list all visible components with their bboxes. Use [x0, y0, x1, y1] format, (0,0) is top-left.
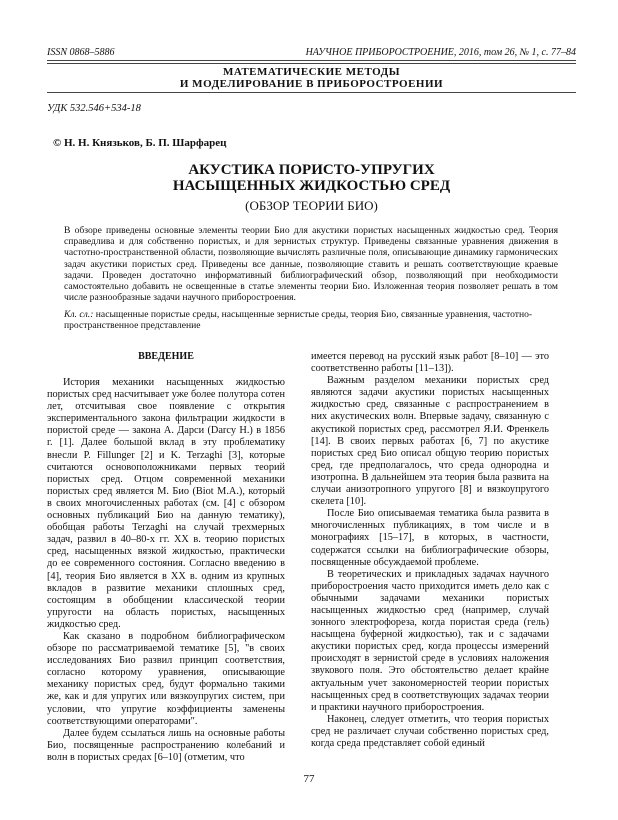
right-column: [311, 351, 549, 750]
article-subtitle: (ОБЗОР ТЕОРИИ БИО): [245, 198, 378, 213]
section-heading: [47, 66, 576, 90]
header-rule-bottom: [47, 63, 576, 64]
section-line-1: МАТЕМАТИЧЕСКИЕ МЕТОДЫ: [222, 66, 401, 78]
paragraph: Наконец, следует отметить, что теория пористых сред не различает случаи собственно пористых сред, когда среда представляет собой единый: [311, 713, 549, 749]
article-title: [47, 162, 576, 194]
page-number: 77: [303, 773, 315, 785]
paragraph: В теоретических и прикладных задачах научного приборостроения часто приходится иметь дело как с обычными задачами механики пористых насыщенных жидкостью сред (например, случай зонного электрофореза, когда пористая среда (гель) насыщена буферной жидкостью), так и с задачами акустики пористых сред, когда процессы измерений происходят в зернистой среде в условиях наложения звукового поля. Это обстоятельство делает крайне актуальным учет закономерностей теории пористых насыщенных сред в соответствующих задачах теории и практики научного приборостроения.: [311, 568, 549, 713]
paragraph: Как сказано в подробном библиографическом обзоре по рассматриваемой тематике [5], "в своих исследованиях Био развил принцип соответствия, согласно которому уравнения, описывающие механику пористых сред, будут формально такими же, как и для упругих или вязкоупругих систем, при условии, что упругие коэффициенты заменены соответствующими операторами".: [47, 630, 285, 727]
paragraph: Далее будем ссылаться лишь на основные работы Био, посвященные распространению колебаний и волн в пористых средах [6–10] (отметим, что: [47, 727, 285, 763]
keywords-text: насыщенные пористые среды, насыщенные зернистые среды, теория Био, связанные уравнения, частотно-пространственное представление: [64, 309, 533, 332]
header-rule-top: [47, 60, 576, 61]
left-column: [47, 377, 285, 764]
abstract: В обзоре приведены основные элементы теории Био для акустики пористых насыщенных жидкостью сред. Теория справедлива и для собственно пористых, и для зернистых структур. Приведены связанные уравнения движения в частотно-пространственной области, позволяющие вычислять различные поля, описывающие динамику гармонических задач акустики пористых сред. Приведены все данные, позволяющие ставить и решать соответствующие краевые задачи. Проведен достаточно информативный библиографический обзор, позволяющий при необходимости самостоятельно добавить не освещенные в статье элементы теории Био. Изложенная теория позволяет решать в том числе разнообразные задачи научного приборостроения.: [64, 225, 558, 304]
paragraph-continuation: имеется перевод на русский язык работ [8–10] — это соответственно работы [11–13]).: [311, 351, 549, 375]
paragraph: Важным разделом механики пористых сред являются задачи акустики пористых насыщенных жидкостью сред, связанные с распространением в них акустических волн. Впервые задачу, связанную с акустикой пористых сред, рассмотрел Я.И. Френкель [14]. В своих первых работах [6, 7] по акустике пористых сред Био описал общую теорию пористых сред, где предполагалось, что среда однородна и изотропна. В дальнейшем эта теория была развита на случаи анизотропного упругого [8] и вязкоупругого скелета [10].: [311, 375, 549, 508]
title-line-1: АКУСТИКА ПОРИСТО-УПРУГИХ: [188, 162, 435, 178]
section-rule: [47, 92, 576, 93]
section-line-2: И МОДЕЛИРОВАНИЕ В ПРИБОРОСТРОЕНИИ: [179, 78, 444, 90]
paragraph: История механики насыщенных жидкостью пористых сред насчитывает уже более полутора сотен лет, отсчитывая свое появление с открытия экспериментального закона фильтрации жидкости в пористой среде — закона А. Дарси (Darcy H.) в 1856 г. [1]. Далее большой вклад в эту проблематику внесли P. Fillunger [2] и K. Terzaghi [3], которые считаются основоположниками первых теорий пористых сред. Отцом современной механики пористых сред является М. Био (Biot M.A.), который в своих многочисленных работах (см. [4] с обзором основных публикаций Био на данную тематику), обобщая работы Terzaghi на случай трехмерных задач, развил в 40–80-х гг. XX в. теорию пористых сред, насыщенных вязкой жидкостью, практически до ее современного состояния. Согласно введению в [4], теория Био является в XX в. одним из крупных вкладов в развитие механики сплошных сред, состоящим в обобщении классической теории упругости на область пористых, насыщенных жидкостью сред.: [47, 377, 285, 630]
keywords-label: Кл. сл.:: [64, 309, 94, 320]
issn: ISSN 0868–5886: [47, 47, 115, 58]
journal-reference: НАУЧНОЕ ПРИБОРОСТРОЕНИЕ, 2016, том 26, № 1, c. 77–84: [305, 47, 576, 58]
udk-code: УДК 532.546+534-18: [47, 103, 141, 114]
paragraph: После Био описываемая тематика была развита в многочисленных публикациях, в том числе и в монографиях [15–17], в которых, в частности, содержатся ссылки на библиографические обзоры, посвященные обсуждаемой проблеме.: [311, 508, 549, 568]
title-line-2: НАСЫЩЕННЫХ ЖИДКОСТЬЮ СРЕД: [172, 178, 451, 194]
authors: © Н. Н. Князьков, Б. П. Шарфарец: [53, 137, 227, 149]
intro-heading: ВВЕДЕНИЕ: [138, 351, 194, 362]
keywords: [64, 309, 558, 332]
